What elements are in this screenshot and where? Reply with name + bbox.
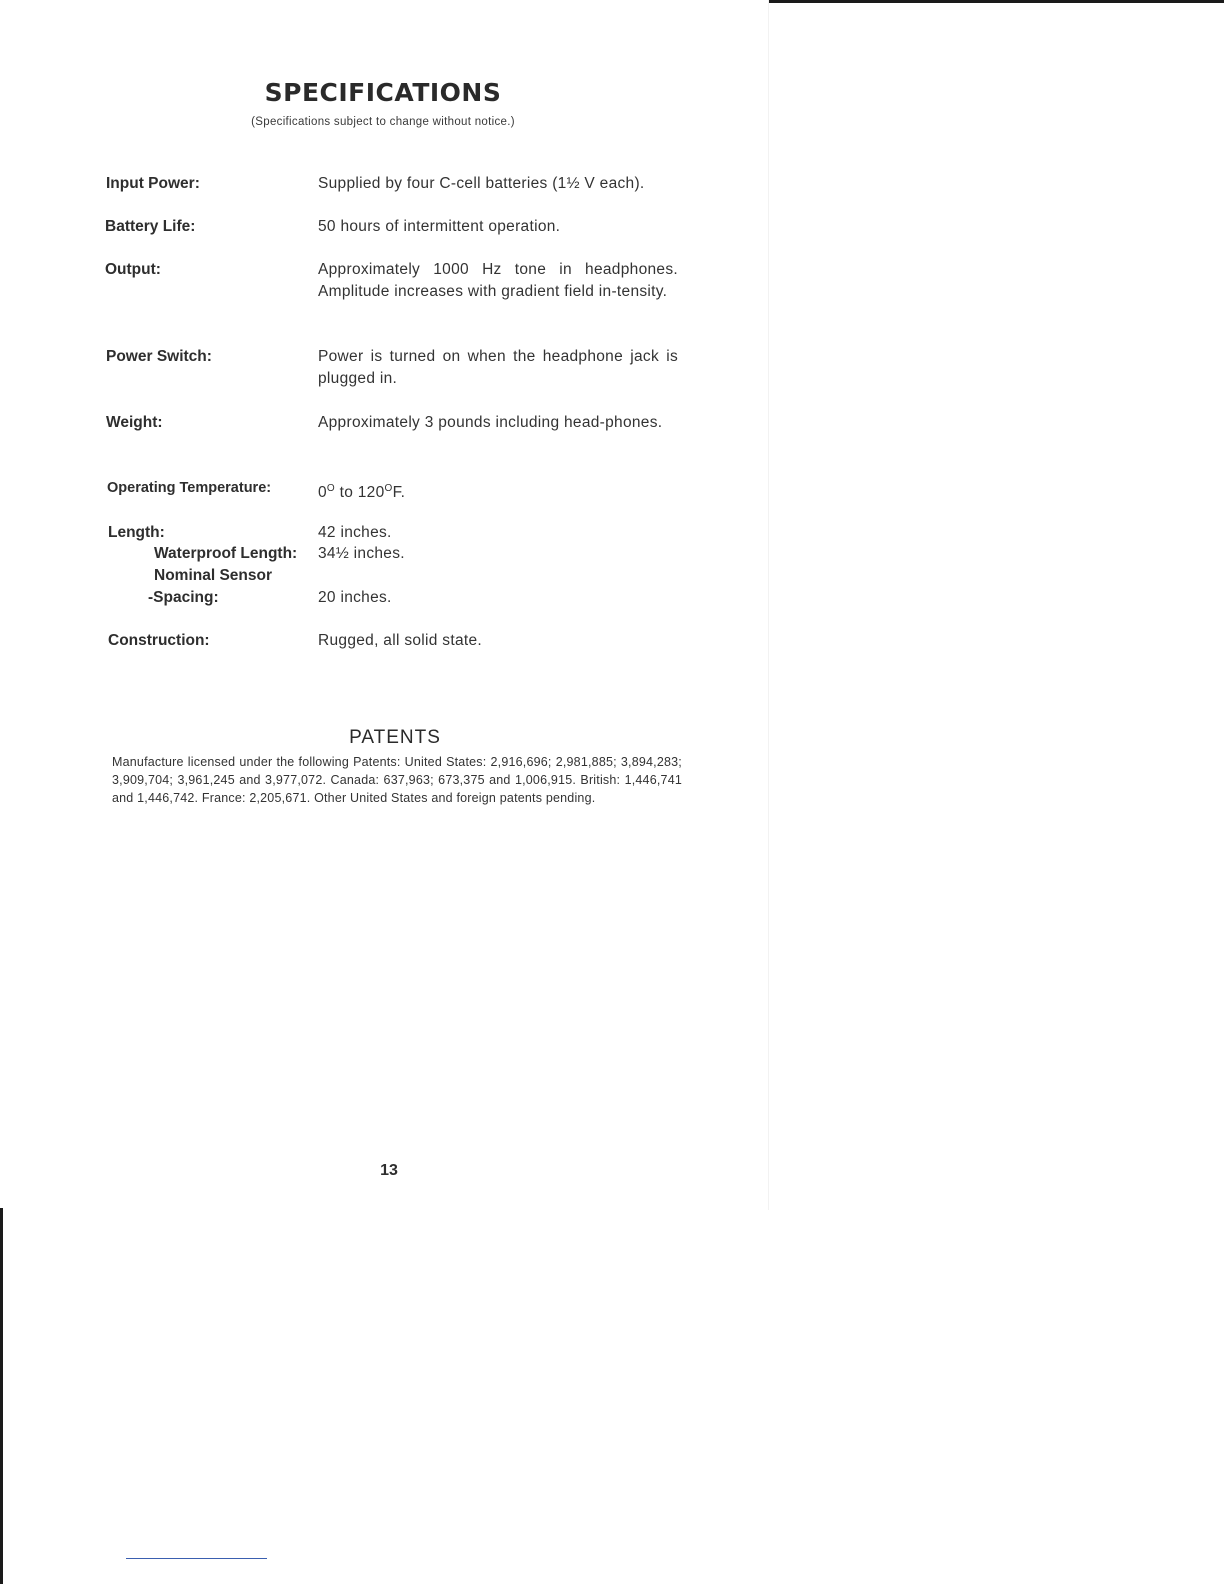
page-fold xyxy=(768,0,769,1210)
spec-label-operating-temperature: Operating Temperature: xyxy=(107,480,272,496)
temp-unit: F. xyxy=(392,484,406,502)
spec-value-power-switch: Power is turned on when the headphone jack is plugged in. xyxy=(318,348,678,387)
page-number: 13 xyxy=(380,1162,398,1179)
spec-value-output: Approximately 1000 Hz tone in headphones. Amplitude increases with gradient field in-tensity. xyxy=(318,261,678,300)
spec-value-spacing: 20 inches. xyxy=(318,589,392,606)
spec-label-construction: Construction: xyxy=(108,632,210,649)
spec-label-waterproof-length: Waterproof Length: xyxy=(154,545,298,562)
spec-value-battery-life: 50 hours of intermittent operation. xyxy=(318,218,561,235)
spec-value-length: 42 inches. xyxy=(318,524,392,541)
scan-mark-bottom xyxy=(126,1558,267,1559)
scan-edge-top xyxy=(768,0,1224,3)
spec-value-construction: Rugged, all solid state. xyxy=(318,632,483,649)
spec-label-nominal-sensor: Nominal Sensor xyxy=(154,567,272,584)
spec-label-spacing: -Spacing: xyxy=(148,589,219,606)
patents-text: Manufacture licensed under the following Patents: United States: 2,916,696; 2,981,885; 3,894,283; 3,909,704; 3,961,245 and 3,977,072. Canada: 637,963; 673,375 and 1,006,915. British: 1,446,741 and 1,446,742. France: 2,205,671. Other United States and foreign patents pending. xyxy=(112,755,682,805)
spec-label-length: Length: xyxy=(108,524,165,541)
degree-symbol-min: O xyxy=(326,483,336,494)
spec-value-waterproof-length: 34½ inches. xyxy=(318,545,405,562)
degree-symbol-max: O xyxy=(384,483,393,494)
page-subtitle: (Specifications subject to change without notice.) xyxy=(251,116,515,128)
spec-label-input-power: Input Power: xyxy=(106,175,200,192)
spec-label-power-switch: Power Switch: xyxy=(106,348,212,365)
spec-label-weight: Weight: xyxy=(106,414,163,431)
spec-value-input-power: Supplied by four C-cell batteries (1½ V each). xyxy=(318,175,645,192)
temp-mid: to 120 xyxy=(335,484,385,502)
spec-label-battery-life: Battery Life: xyxy=(105,218,196,235)
temp-min: 0 xyxy=(318,484,327,502)
page-title: SPECIFICATIONS xyxy=(264,78,502,107)
patents-heading: PATENTS xyxy=(349,727,441,748)
scan-edge-left xyxy=(0,1208,3,1584)
spec-value-operating-temperature xyxy=(318,478,678,504)
spec-value-weight: Approximately 3 pounds including head-phones. xyxy=(318,414,663,431)
spec-label-output: Output: xyxy=(105,261,161,278)
